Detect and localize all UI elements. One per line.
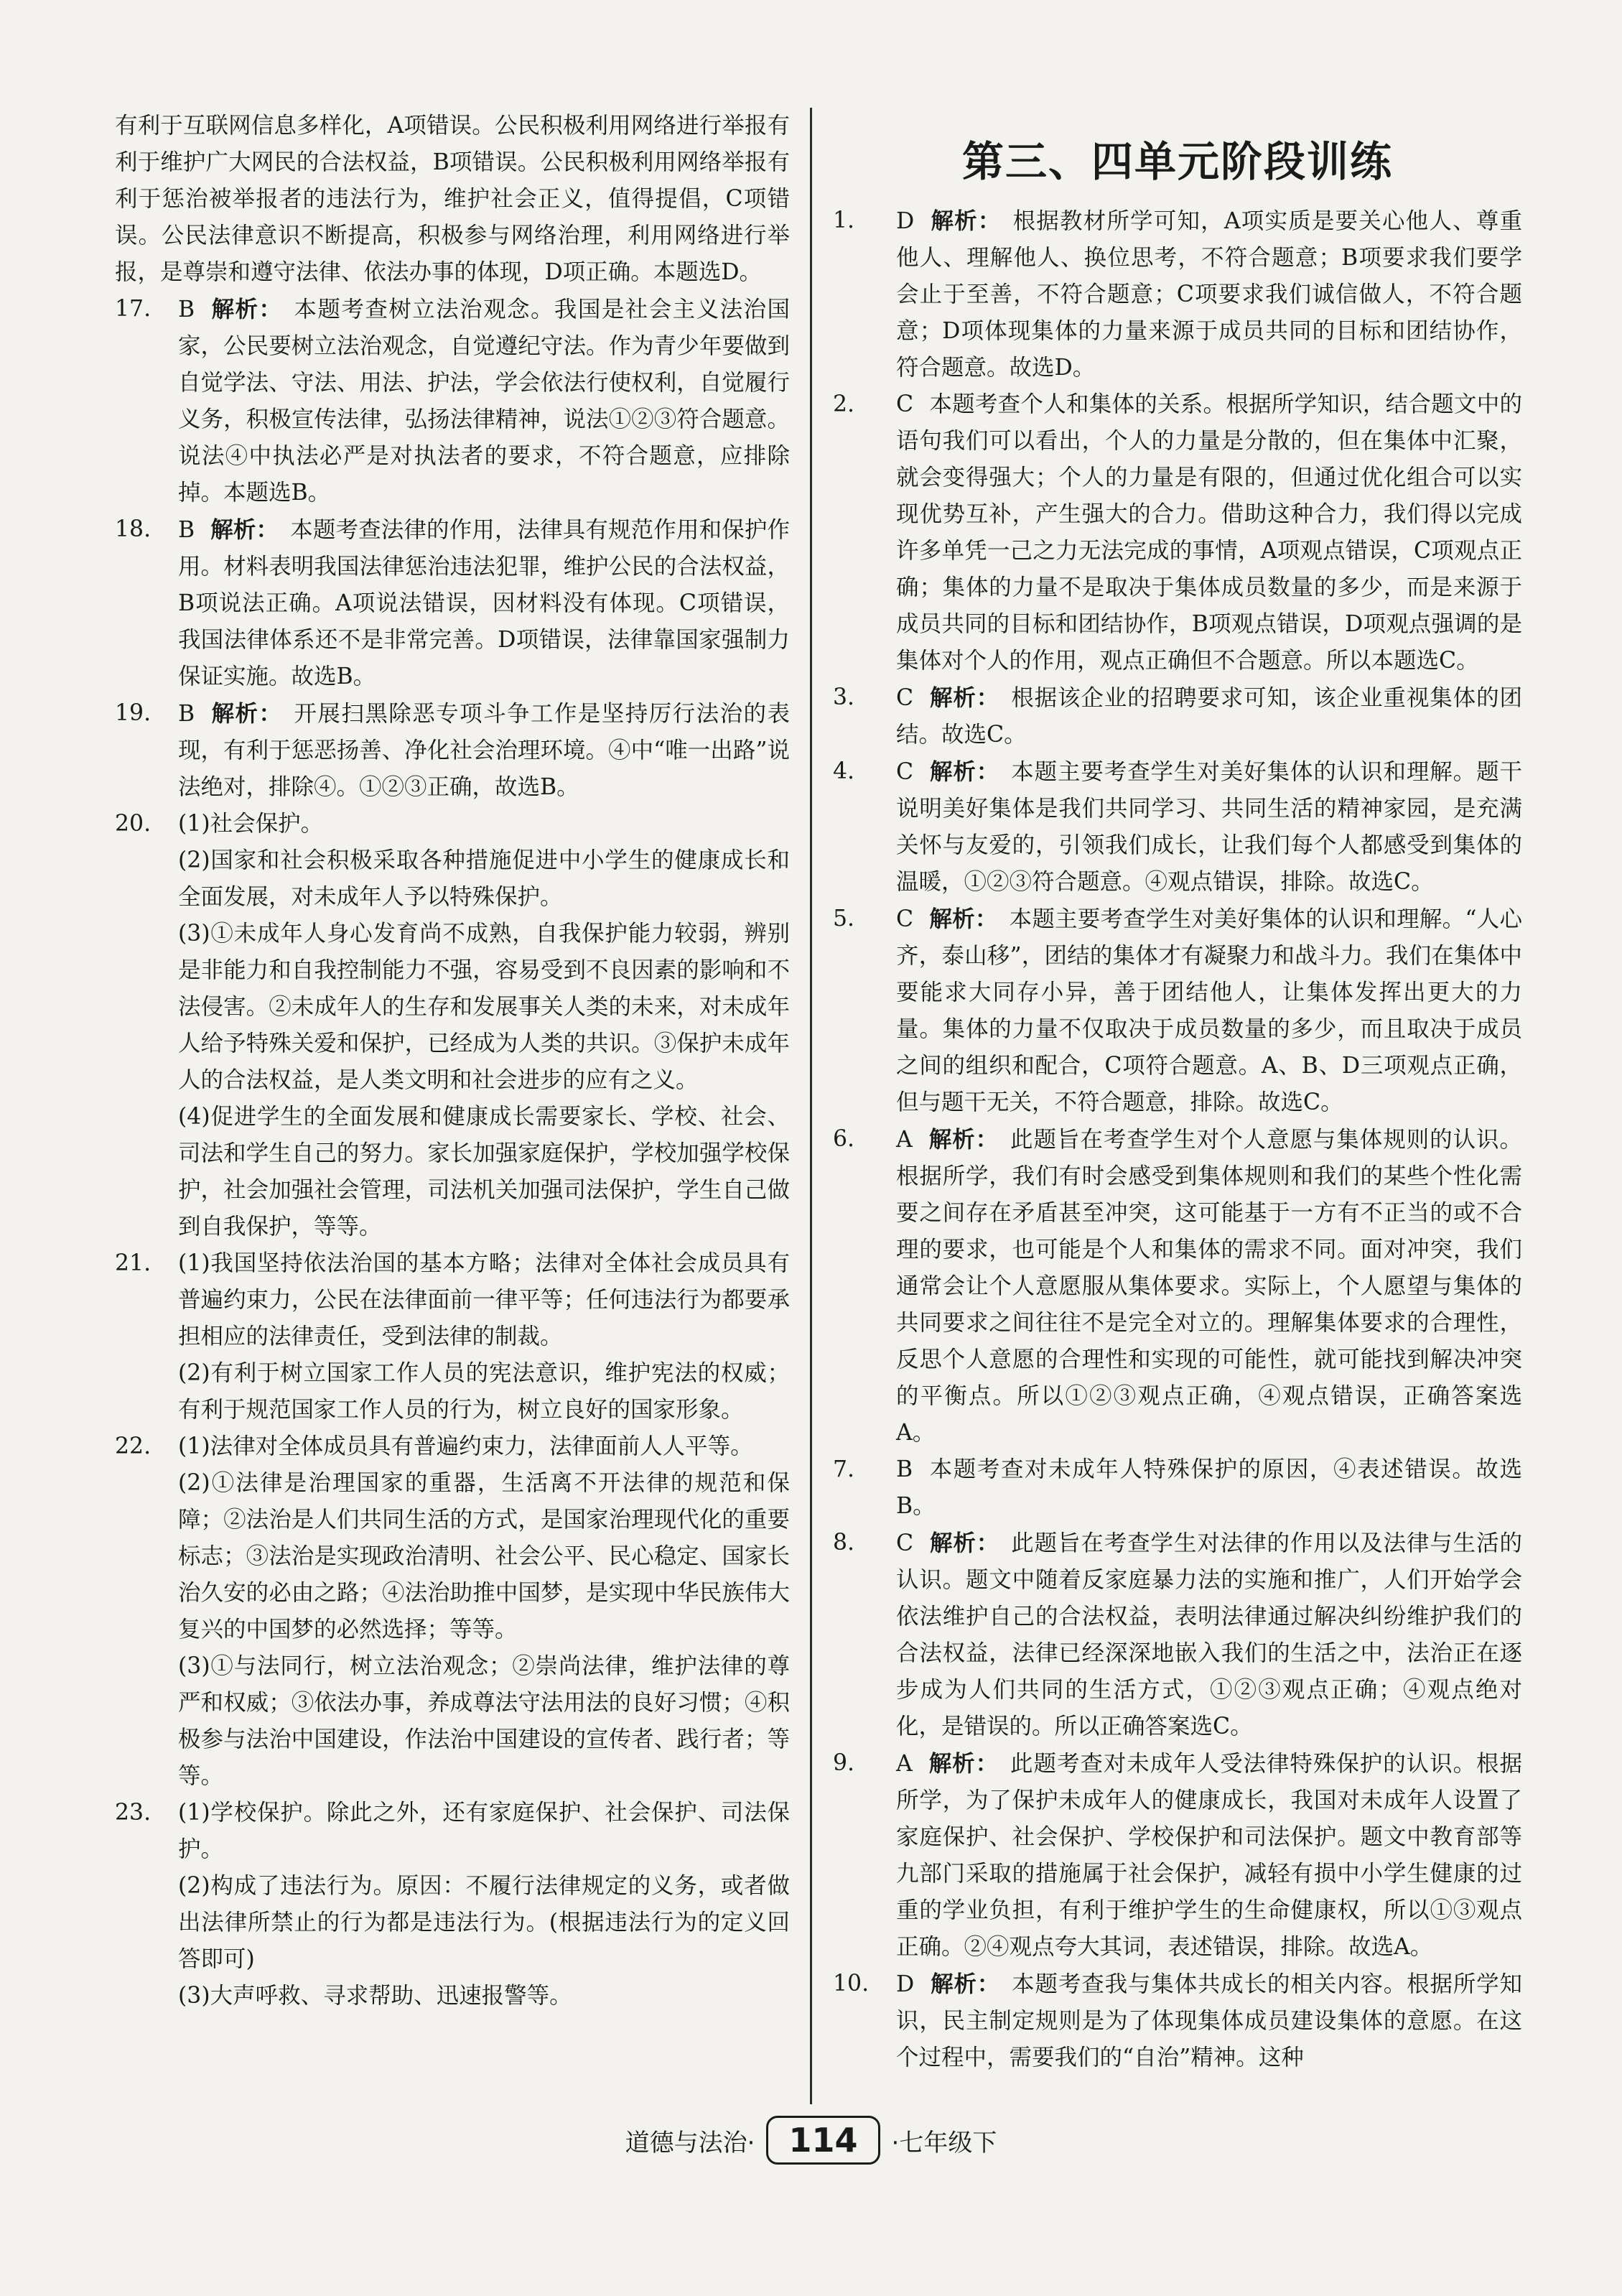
- item-answer: C: [896, 391, 914, 417]
- right-column: [833, 108, 1522, 2076]
- answer-item: [115, 291, 790, 511]
- item-text: 本题考查树立法治观念。我国是社会主义法治国家，公民要树立法治观念，自觉遵纪守法。作为青少年要做到自觉学法、守法、用法、护法，学会依法行使权利，自觉履行义务，积极宣传法律，弘扬法律精神，说法①②③符合题意。说法④中执法必严是对执法者的要求，不符合题意，应排除掉。本题选B。: [178, 297, 790, 506]
- item-number: 1.: [833, 208, 855, 233]
- item-text: (1)法律对全体成员具有普遍约束力，法律面前人人平等。: [178, 1433, 753, 1459]
- item-number: 7.: [833, 1456, 855, 1482]
- left-column: [115, 108, 790, 2014]
- item-keyword: 解析：: [930, 208, 1002, 234]
- item-answer: C: [896, 906, 914, 932]
- item-keyword: 解析：: [210, 516, 279, 543]
- item-text: 此题考查对未成年人受法律特殊保护的认识。根据所学，为了保护未成年人的健康成长，我国对未成年人设置了家庭保护、社会保护、学校保护和司法保护。题文中教育部等九部门采取的措施属于社会保护，减轻有损中小学生健康的过重的学业负担，有利于维护学生的生命健康权，所以①③观点正确。②④观点夸大其词，表述错误，排除。故选A。: [896, 1751, 1522, 1960]
- column-divider: [810, 108, 812, 2104]
- answer-item: [833, 1745, 1522, 1966]
- answer-item: [833, 1451, 1522, 1525]
- sub-answer: (3)①未成年人身心发育尚不成熟，自我保护能力较弱，辨别是非能力和自我控制能力不强，容易受到不良因素的影响和不法侵害。②未成年人的生存和发展事关人类的未来，对未成年人给予特殊关爱和保护，已经成为人类的共识。③保护未成年人的合法权益，是人类文明和社会进步的应有之义。: [178, 921, 790, 1093]
- item-text: 本题主要考查学生对美好集体的认识和理解。题干说明美好集体是我们共同学习、共同生活的精神家园，是充满关怀与友爱的，引领我们成长，让我们每个人都感受到集体的温暖，①②③符合题意。④观点错误，排除。故选C。: [896, 759, 1522, 895]
- item-keyword: 解析：: [928, 1750, 999, 1777]
- item-keyword: 解析：: [929, 906, 998, 932]
- item-answer: A: [896, 1751, 913, 1777]
- item-number: 8.: [833, 1530, 855, 1556]
- answer-item: [833, 1966, 1522, 2076]
- item-answer: B: [178, 517, 195, 543]
- item-keyword: 解析：: [929, 684, 1000, 711]
- answer-item: [115, 1245, 790, 1355]
- item-text: 根据教材所学可知，A项实质是要关心他人、尊重他人、理解他人、换位思考，不符合题意；B项要求我们要学会止于至善，不符合题意；C项要求我们诚信做人，不符合题意；D项体现集体的力量来源于成员共同的目标和团结协作，符合题意。故选D。: [896, 208, 1522, 381]
- footer-subject: 道德与法治·: [625, 2128, 755, 2157]
- item-answer: C: [896, 685, 914, 711]
- section-title: 第三、四单元阶段训练: [961, 137, 1393, 186]
- item-number: 19.: [115, 700, 152, 726]
- item-number: 10.: [833, 1971, 870, 1997]
- item-answer: B: [178, 701, 195, 727]
- sub-answer: (4)促进学生的全面发展和健康成长需要家长、学校、社会、司法和学生自己的努力。家长加强家庭保护，学校加强学校保护，社会加强社会管理，司法机关加强司法保护，学生自己做到自我保护，等等。: [178, 1104, 790, 1240]
- item-number: 4.: [833, 758, 855, 784]
- item-text: 本题考查对未成年人特殊保护的原因，④表述错误。故选B。: [896, 1456, 1522, 1519]
- item-number: 5.: [833, 906, 855, 931]
- footer-grade: ·七年级下: [891, 2128, 997, 2157]
- answer-item: [115, 1795, 790, 1868]
- item-text: 此题旨在考查学生对法律的作用以及法律与生活的认识。题文中随着反家庭暴力法的实施和推广，人们开始学会依法维护自己的合法权益，表明法律通过解决纠纷维护我们的合法权益，法律已经深深地嵌入我们的生活之中，法治正在逐步成为人们共同的生活方式，①②③观点正确；④观点绝对化，是错误的。所以正确答案选C。: [896, 1530, 1522, 1739]
- item-text: 开展扫黑除恶专项斗争工作是坚持厉行法治的表现，有利于惩恶扬善、净化社会治理环境。④中“唯一出路”说法绝对，排除④。①②③正确，故选B。: [178, 701, 790, 800]
- item-text: 本题考查我与集体共成长的相关内容。根据所学知识，民主制定规则是为了体现集体成员建设集体的意愿。在这个过程中，需要我们的“自治”精神。这种: [896, 1971, 1522, 2070]
- item-keyword: 解析：: [210, 700, 283, 727]
- item-answer: D: [896, 1971, 915, 1997]
- item-keyword: 解析：: [929, 758, 1000, 785]
- item-number: 21.: [115, 1250, 152, 1276]
- item-number: 9.: [833, 1750, 855, 1776]
- item-keyword: 解析：: [929, 1530, 1000, 1556]
- answer-item: [833, 753, 1522, 901]
- item-keyword: 解析：: [930, 1971, 1001, 1997]
- answer-item: [833, 1121, 1522, 1451]
- answer-item: [833, 203, 1522, 386]
- item-answer: D: [896, 208, 915, 234]
- answer-item: [833, 901, 1522, 1121]
- item-answer: C: [896, 759, 914, 785]
- sub-answer: (3)①与法同行，树立法治观念；②崇尚法律，维护法律的尊严和权威；③依法办事，养成尊法守法用法的良好习惯；④积极参与法治中国建设，作法治中国建设的宣传者、践行者；等等。: [178, 1653, 790, 1789]
- answer-item: [115, 806, 790, 842]
- page-number: 114: [766, 2116, 880, 2165]
- item-number: 17.: [115, 296, 152, 322]
- answer-item: [115, 1428, 790, 1465]
- left-items: [115, 291, 790, 2014]
- sub-answer: (2)构成了违法行为。原因：不履行法律规定的义务，或者做出法律所禁止的行为都是违法行为。(根据违法行为的定义回答即可): [178, 1873, 790, 1972]
- item-text: (1)学校保护。除此之外，还有家庭保护、社会保护、司法保护。: [178, 1800, 790, 1862]
- answer-item: [833, 1525, 1522, 1745]
- item-text: (1)社会保护。: [178, 811, 324, 837]
- item-number: 2.: [833, 391, 855, 417]
- item-number: 18.: [115, 516, 152, 542]
- sub-answer: (2)国家和社会积极采取各种措施促进中小学生的健康成长和全面发展，对未成年人予以特殊保护。: [178, 847, 790, 910]
- right-items: [833, 203, 1522, 2076]
- answer-item: [833, 386, 1522, 679]
- item-answer: A: [896, 1127, 913, 1153]
- item-answer: B: [178, 297, 195, 322]
- sub-answer: (3)大声呼救、寻求帮助、迅速报警等。: [178, 1983, 572, 2009]
- item-text: 本题考查个人和集体的关系。根据所学知识，结合题文中的语句我们可以看出，个人的力量是分散的，但在集体中汇聚，就会变得强大；个人的力量是有限的，但通过优化组合可以实现优势互补，产生强大的合力。借助这种合力，我们得以完成许多单凭一己之力无法完成的事情，A项观点错误，C项观点正确；集体的力量不是取决于集体成员数量的多少，而是来源于成员共同的目标和团结协作，B项观点错误，D项观点强调的是集体对个人的作用，观点正确但不合题意。所以本题选C。: [896, 391, 1522, 674]
- item-text: 此题旨在考查学生对个人意愿与集体规则的认识。根据所学，我们有时会感受到集体规则和我们的某些个性化需要之间存在矛盾甚至冲突，这可能基于一方有不正当的或不合理的要求，也可能是个人和集体的需求不同。面对冲突，我们通常会让个人意愿服从集体要求。实际上，个人愿望与集体的共同要求之间往往不是完全对立的。理解集体要求的合理性，反思个人意愿的合理性和实现的可能性，就可能找到解决冲突的平衡点。所以①②③观点正确，④观点错误，正确答案选A。: [896, 1127, 1522, 1446]
- item-text: 本题考查法律的作用，法律具有规范作用和保护作用。材料表明我国法律惩治违法犯罪，维护公民的合法权益，B项说法正确。A项说法错误，因材料没有体现。C项错误，我国法律体系还不是非常完善。D项错误，法律靠国家强制力保证实施。故选B。: [178, 517, 790, 689]
- item-keyword: 解析：: [928, 1126, 999, 1153]
- item-text: 根据该企业的招聘要求可知，该企业重视集体的团结。故选C。: [896, 685, 1522, 748]
- answer-item: [115, 695, 790, 806]
- page-footer: [0, 2115, 1622, 2165]
- item-number: 23.: [115, 1800, 152, 1826]
- answer-item: [833, 679, 1522, 753]
- sub-answer: (2)①法律是治理国家的重器，生活离不开法律的规范和保障；②法治是人们共同生活的方式，是国家治理现代化的重要标志；③法治是实现政治清明、社会公平、民心稳定、国家长治久安的必由之路；④法治助推中国梦，是实现中华民族伟大复兴的中国梦的必然选择；等等。: [178, 1470, 790, 1642]
- item-keyword: 解析：: [210, 296, 283, 322]
- item-answer: C: [896, 1530, 914, 1556]
- answer-item: [115, 511, 790, 695]
- item-number: 22.: [115, 1433, 152, 1459]
- item-text: 本题主要考查学生对美好集体的认识和理解。“人心齐，泰山移”，团结的集体才有凝聚力和战斗力。我们在集体中要能求大同存小异，善于团结他人，让集体发挥出更大的力量。集体的力量不仅取决于成员数量的多少，而且取决于成员之间的组织和配合，C项符合题意。A、B、D三项观点正确，但与题干无关，不符合题意，排除。故选C。: [896, 906, 1522, 1115]
- item-number: 20.: [115, 811, 152, 837]
- sub-answer: (2)有利于树立国家工作人员的宪法意识，维护宪法的权威；有利于规范国家工作人员的行为，树立良好的国家形象。: [178, 1360, 790, 1423]
- item-number: 3.: [833, 684, 855, 710]
- item-number: 6.: [833, 1126, 855, 1152]
- intro-paragraph: 有利于互联网信息多样化，A项错误。公民积极利用网络进行举报有利于维护广大网民的合法权益，B项错误。公民积极利用网络举报有利于惩治被举报者的违法行为，维护社会正义，值得提倡，C项错误。公民法律意识不断提高，积极参与网络治理，利用网络进行举报，是尊崇和遵守法律、依法办事的体现，D项正确。本题选D。: [115, 113, 790, 285]
- item-answer: B: [896, 1456, 913, 1482]
- item-text: (1)我国坚持依法治国的基本方略；法律对全体社会成员具有普遍约束力，公民在法律面前一律平等；任何违法行为都要承担相应的法律责任，受到法律的制裁。: [178, 1250, 790, 1349]
